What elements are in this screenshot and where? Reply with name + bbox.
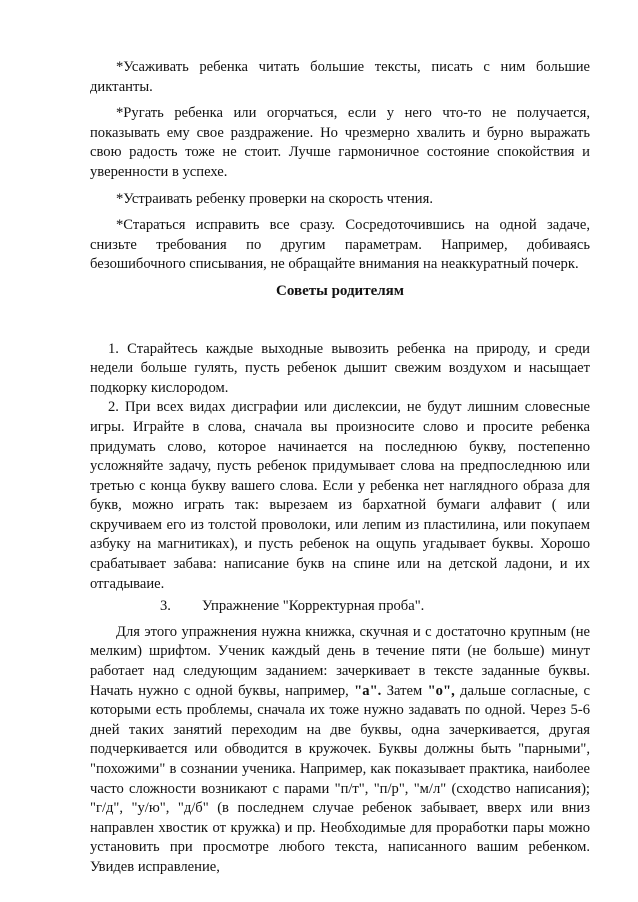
- exercise-text-part1: Для этого упражнения нужна книжка, скучная и с достаточно крупным (не мелким) шрифтом. Ученик каждый день в течение пяти (не больше) минут работает над следующим заданием: зачеркивает в тексте заданные буквы. Начать нужно с одной буквы, например,: [90, 623, 590, 699]
- document-page: [90, 58, 590, 892]
- paragraph-fix-everything: *Стараться исправить все сразу. Сосредоточившись на одной задаче, снизьте требования по другим параметрам. Например, добиваясь безошибочного списывания, не обращайте внимания на неаккуратный почерк.: [90, 217, 590, 273]
- exercise-text-part2: Затем: [381, 682, 428, 699]
- exercise-text-part3: дальше согласные, с которыми есть проблемы, сначала их тоже нужно задавать по одной. Через 5-6 дней таких занятий переходим на две буквы, одна зачеркивается, другая подчеркивается или обводится в кружочек. Буквы должны быть "парными", "похожими" в сознании ученика. Например, как показывает практика, наиболее часто сложности возникают с парами "п/т", "п/р", "м/л" (сходство написания); "г/д", "у/ю", "д/б" (в последнем случае ребенок забывает, вверх или вниз направлен хвостик от кружка) и пр. Необходимые для проработки пары можно установить при просмотре любого текста, написанного вашим ребенком. Увидев исправление,: [90, 682, 590, 875]
- exercise-letter-a: "а".: [354, 682, 382, 699]
- paragraph-speed-tests: *Устраивать ребенку проверки на скорость чтения.: [116, 190, 433, 207]
- list-item-nature: 1. Старайтесь каждые выходные вывозить ребенка на природу, и среди недели больше гулять, пусть ребенок дышит свежим воздухом и насыщает подкорку кислородом.: [90, 340, 590, 396]
- paragraph-reading-texts: *Усаживать ребенка читать большие тексты, писать с ним большие диктанты.: [90, 59, 590, 95]
- paragraph-scolding: *Ругать ребенка или огорчаться, если у него что-то не получается, показывать ему свое раздражение. Но чрезмерно хвалить и бурно выражать свою радость тоже не стоит. Лучше гармоничное состояние спокойствия и уверенности в успехе.: [90, 105, 590, 180]
- list-item-word-games: 2. При всех видах дисграфии или дислексии, не будут лишним словесные игры. Играйте в слова, сначала вы произносите слово и просите ребенка придумать слово, которое начинается на последнюю букву, постепенно усложняйте задачу, пусть ребенок придумывает слова на предпоследнюю или третью с конца букву вашего слова. Если у ребенка нет наглядного образа для букв, можно играть так: вырезаем из бархатной бумаги алфавит ( или скручиваем его из толстой проволоки, или лепим из пластилина, или покупаем азбуку на магнитиках), и пусть ребенок на ощупь угадывает буквы. Хорошо срабатывает забава: написание букв на спине или на детской ладони, и их отгадываие.: [90, 399, 590, 592]
- exercise-description: [90, 623, 590, 878]
- exercise-letter-o: "о",: [427, 682, 455, 699]
- exercise-title: Упражнение "Корректурная проба".: [202, 598, 425, 615]
- exercise-heading: [90, 597, 590, 617]
- exercise-number: 3.: [160, 598, 171, 615]
- section-heading: Советы родителям: [276, 282, 404, 299]
